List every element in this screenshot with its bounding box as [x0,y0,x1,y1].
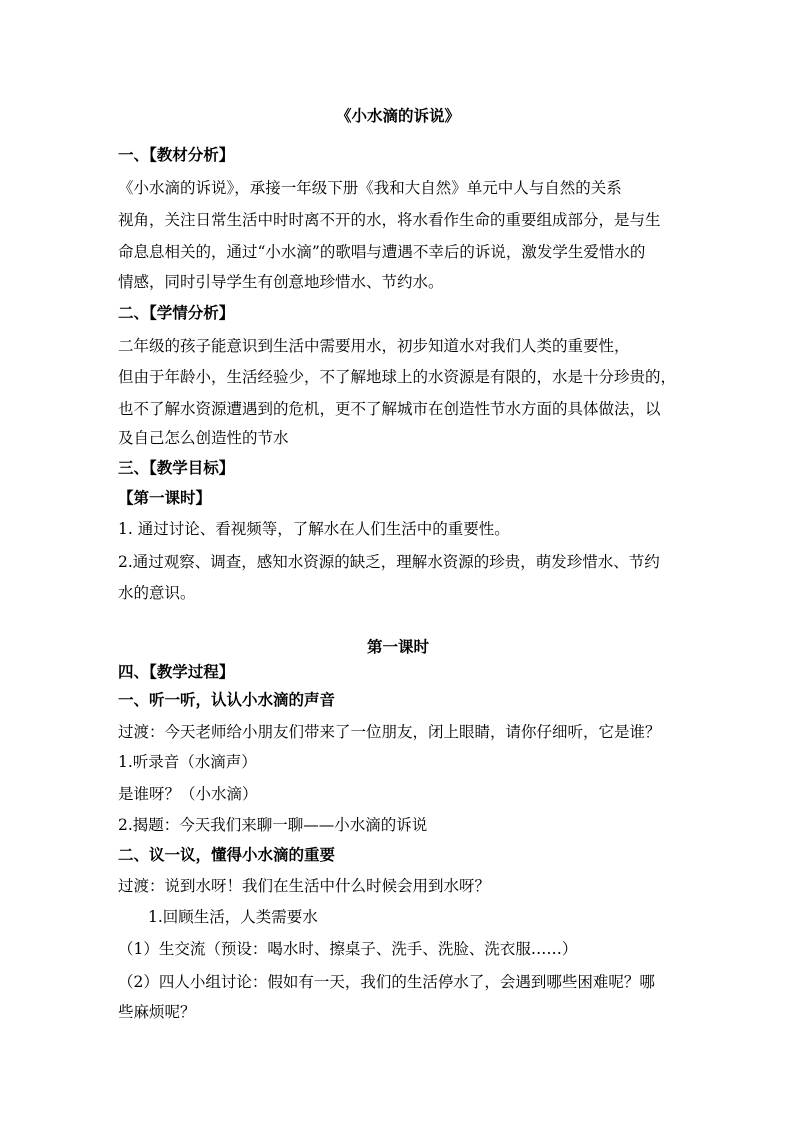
goal-item-continuation: 水的意识。 [118,584,196,602]
step-item-continuation: 些麻烦呢？ [118,1003,196,1021]
step-item: （1）生交流（预设：喝水时、擦桌子、洗手、洗脸、洗衣服……） [118,940,578,958]
goal-item: 2.通过观察、调查，感知水资源的缺乏，理解水资源的珍贵，萌发珍惜水、节约 [118,553,660,571]
step-heading-listen: 一、听一听，认认小水滴的声音 [118,690,336,709]
paragraph-line: 命息息相关的，通过“小水滴”的歌唱与遭遇不幸后的诉说，激发学生爱惜水的 [118,243,646,261]
lesson-one-center-heading: 第一课时 [366,637,429,656]
step-item: （2）四人小组讨论：假如有一天，我们的生活停水了，会遇到哪些困难呢？哪 [118,973,655,991]
step-line: 过渡：今天老师给小朋友们带来了一位朋友，闭上眼睛，请你仔细听，它是谁？ [118,723,661,741]
paragraph-line: 但由于年龄小，生活经验少，不了解地球上的水资源是有限的，水是十分珍贵的， [118,368,677,386]
lesson-one-label: 【第一课时】 [118,488,212,507]
step-line: 2.揭题：今天我们来聊一聊——小水滴的诉说 [118,816,428,834]
goal-item: 1. 通过讨论、看视频等，了解水在人们生活中的重要性。 [118,520,510,538]
section-heading-learner-analysis: 二、【学情分析】 [118,303,235,322]
paragraph-line: 情感，同时引导学生有创意地珍惜水、节约水。 [118,273,444,291]
document-title: 《小水滴的诉说》 [335,106,460,125]
section-heading-textbook-analysis: 一、【教材分析】 [118,145,235,164]
section-heading-teaching-goals: 三、【教学目标】 [118,458,235,477]
paragraph-line: 《小水滴的诉说》，承接一年级下册《我和大自然》单元中人与自然的关系 [118,179,622,197]
step-heading-discuss: 二、议一议，懂得小水滴的重要 [118,845,336,864]
step-line: 是谁呀？（小水滴） [118,785,258,803]
paragraph-line: 视角，关注日常生活中时时离不开的水，将水看作生命的重要组成部分，是与生 [118,211,661,229]
step-line: 过渡：说到水呀！我们在生活中什么时候会用到水呀？ [118,877,491,895]
step-line: 1.听录音（水滴声） [118,753,257,771]
step-subheading: 1.回顾生活，人类需要水 [148,908,318,926]
paragraph-line: 二年级的孩子能意识到生活中需要用水，初步知道水对我们人类的重要性， [118,337,630,355]
paragraph-line: 及自己怎么创造性的节水 [118,429,289,447]
paragraph-line: 也不了解水资源遭遇到的危机，更不了解城市在创造性节水方面的具体做法，以 [118,400,661,418]
section-heading-teaching-process: 四、【教学过程】 [118,662,235,681]
